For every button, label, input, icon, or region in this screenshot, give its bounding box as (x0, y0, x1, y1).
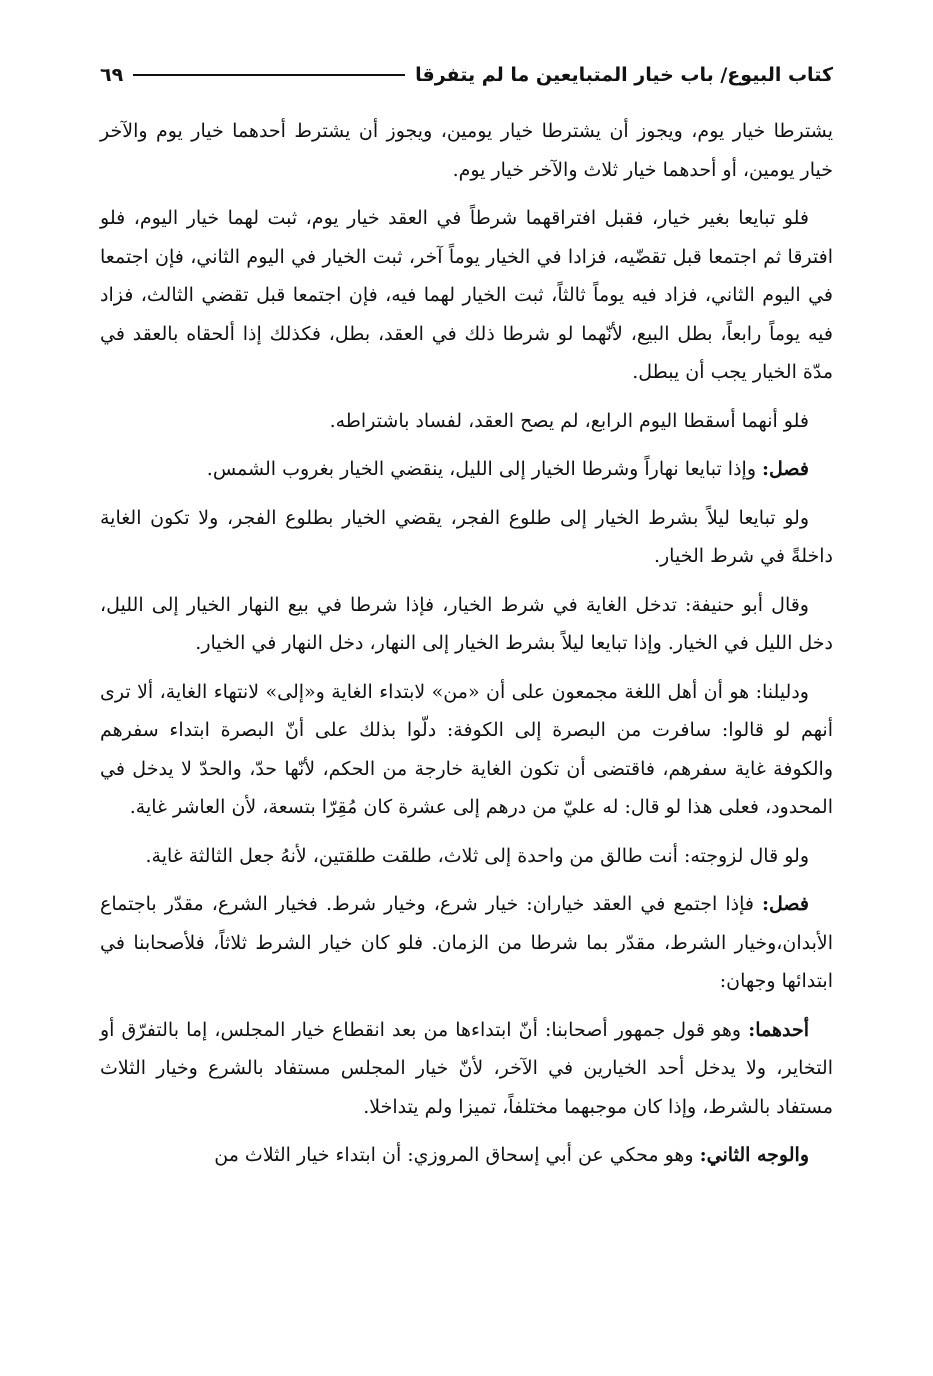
paragraph-text: وهو قول جمهور أصحابنا: أنّ ابتداءها من بعد انقطاع خيار المجلس، إما بالتفرّق أو التخاير، ولا يدخل أحد الخيارين في الآخر، لأنّ خيار المجلس مستفاد بالشرع وخيار الثلاث مستفاد بالشرط، وإذا كان موجبهما مختلفاً، تميزا ولم يتداخلا. (100, 1018, 833, 1118)
page-body (100, 112, 833, 1185)
paragraph-text: يشترطا خيار يوم، ويجوز أن يشترطا خيار يومين، ويجوز أن يشترط أحدهما خيار يوم والآخر خيار يومين، أو أحدهما خيار ثلاث والآخر خيار يوم. (100, 120, 833, 181)
paragraph-text: وهو محكي عن أبي إسحاق المروزي: أن ابتداء خيار الثلاث من (214, 1144, 700, 1166)
chapter-title: كتاب البيوع/ باب خيار المتبايعين ما لم يتفرقا (415, 64, 833, 86)
point-paragraph (100, 1136, 833, 1175)
point-paragraph (100, 1011, 833, 1127)
paragraph (100, 586, 833, 663)
paragraph-continuation (100, 112, 833, 189)
point-heading: أحدهما: (748, 1018, 809, 1041)
page-number: ٦٩ (100, 64, 124, 86)
paragraph (100, 402, 833, 441)
running-header (100, 58, 833, 92)
paragraph (100, 673, 833, 827)
paragraph-text: فلو تبايعا بغير خيار، فقبل افتراقهما شرطاً في العقد خيار يوم، ثبت لهما خيار اليوم، فلو افترقا ثم اجتمعا قبل تقضّيه، فزادا في الخيار يوماً آخر، ثبت الخيار في اليوم الثاني، فإن اجتمعا في اليوم الثاني، فزاد فيه يوماً ثالثاً، ثبت الخيار لهما فيه، فإن اجتمعا قبل تقضي الثالث، فزاد فيه يوماً رابعاً، بطل البيع، لأنّهما لو شرطا ذلك في العقد، بطل، فكذلك إذا ألحقاه بالعقد في مدّة الخيار يجب أن يبطل. (100, 207, 833, 383)
paragraph-text: وإذا تبايعا نهاراً وشرطا الخيار إلى الليل، ينقضي الخيار بغروب الشمس. (206, 458, 763, 480)
paragraph (100, 499, 833, 576)
point-heading: والوجه الثاني: (699, 1144, 809, 1166)
header-rule (133, 74, 405, 76)
paragraph (100, 837, 833, 876)
paragraph-text: ودليلنا: هو أن أهل اللغة مجمعون على أن «من» لابتداء الغاية و«إلى» لانتهاء الغاية، ألا ترى أنهم لو قالوا: سافرت من البصرة إلى الكوفة: دلّوا بذلك على أنّ البصرة ابتداء سفرهم والكوفة غاية سفرهم، فاقتضى أن تكون الغاية خارجة من الحكم، لأنّها حدّ، والحدّ لا يدخل في المحدود، فعلى هذا لو قال: له عليّ من درهم إلى عشرة كان مُقِرّا بتسعة، لأن العاشر غاية. (100, 680, 833, 818)
section-paragraph (100, 450, 833, 489)
paragraph-text: ولو قال لزوجته: أنت طالق من واحدة إلى ثلاث، طلقت طلقتين، لأنهُ جعل الثالثة غاية. (145, 844, 809, 867)
paragraph-text: فلو أنهما أسقطا اليوم الرابع، لم يصح العقد، لفساد باشتراطه. (329, 409, 809, 432)
section-heading: فصل: (762, 458, 809, 480)
section-paragraph (100, 885, 833, 1001)
section-heading: فصل: (762, 893, 809, 915)
paragraph-text: ولو تبايعا ليلاً بشرط الخيار إلى طلوع الفجر، يقضي الخيار بطلوع الفجر، ولا تكون الغاية داخلةً في شرط الخيار. (100, 506, 833, 567)
paragraph (100, 199, 833, 392)
paragraph-text: وقال أبو حنيفة: تدخل الغاية في شرط الخيار، فإذا شرطا في بيع النهار الخيار إلى الليل، دخل الليل في الخيار. وإذا تبايعا ليلاً بشرط الخيار إلى النهار، دخل النهار في الخيار. (100, 593, 833, 654)
paragraph-text: فإذا اجتمع في العقد خياران: خيار شرع، وخيار شرط. فخيار الشرع، مقدّر باجتماع الأبدان،وخيار الشرط، مقدّر بما شرطا من الزمان. فلو كان خيار الشرط ثلاثاً، فلأصحابنا في ابتدائها وجهان: (100, 893, 833, 992)
